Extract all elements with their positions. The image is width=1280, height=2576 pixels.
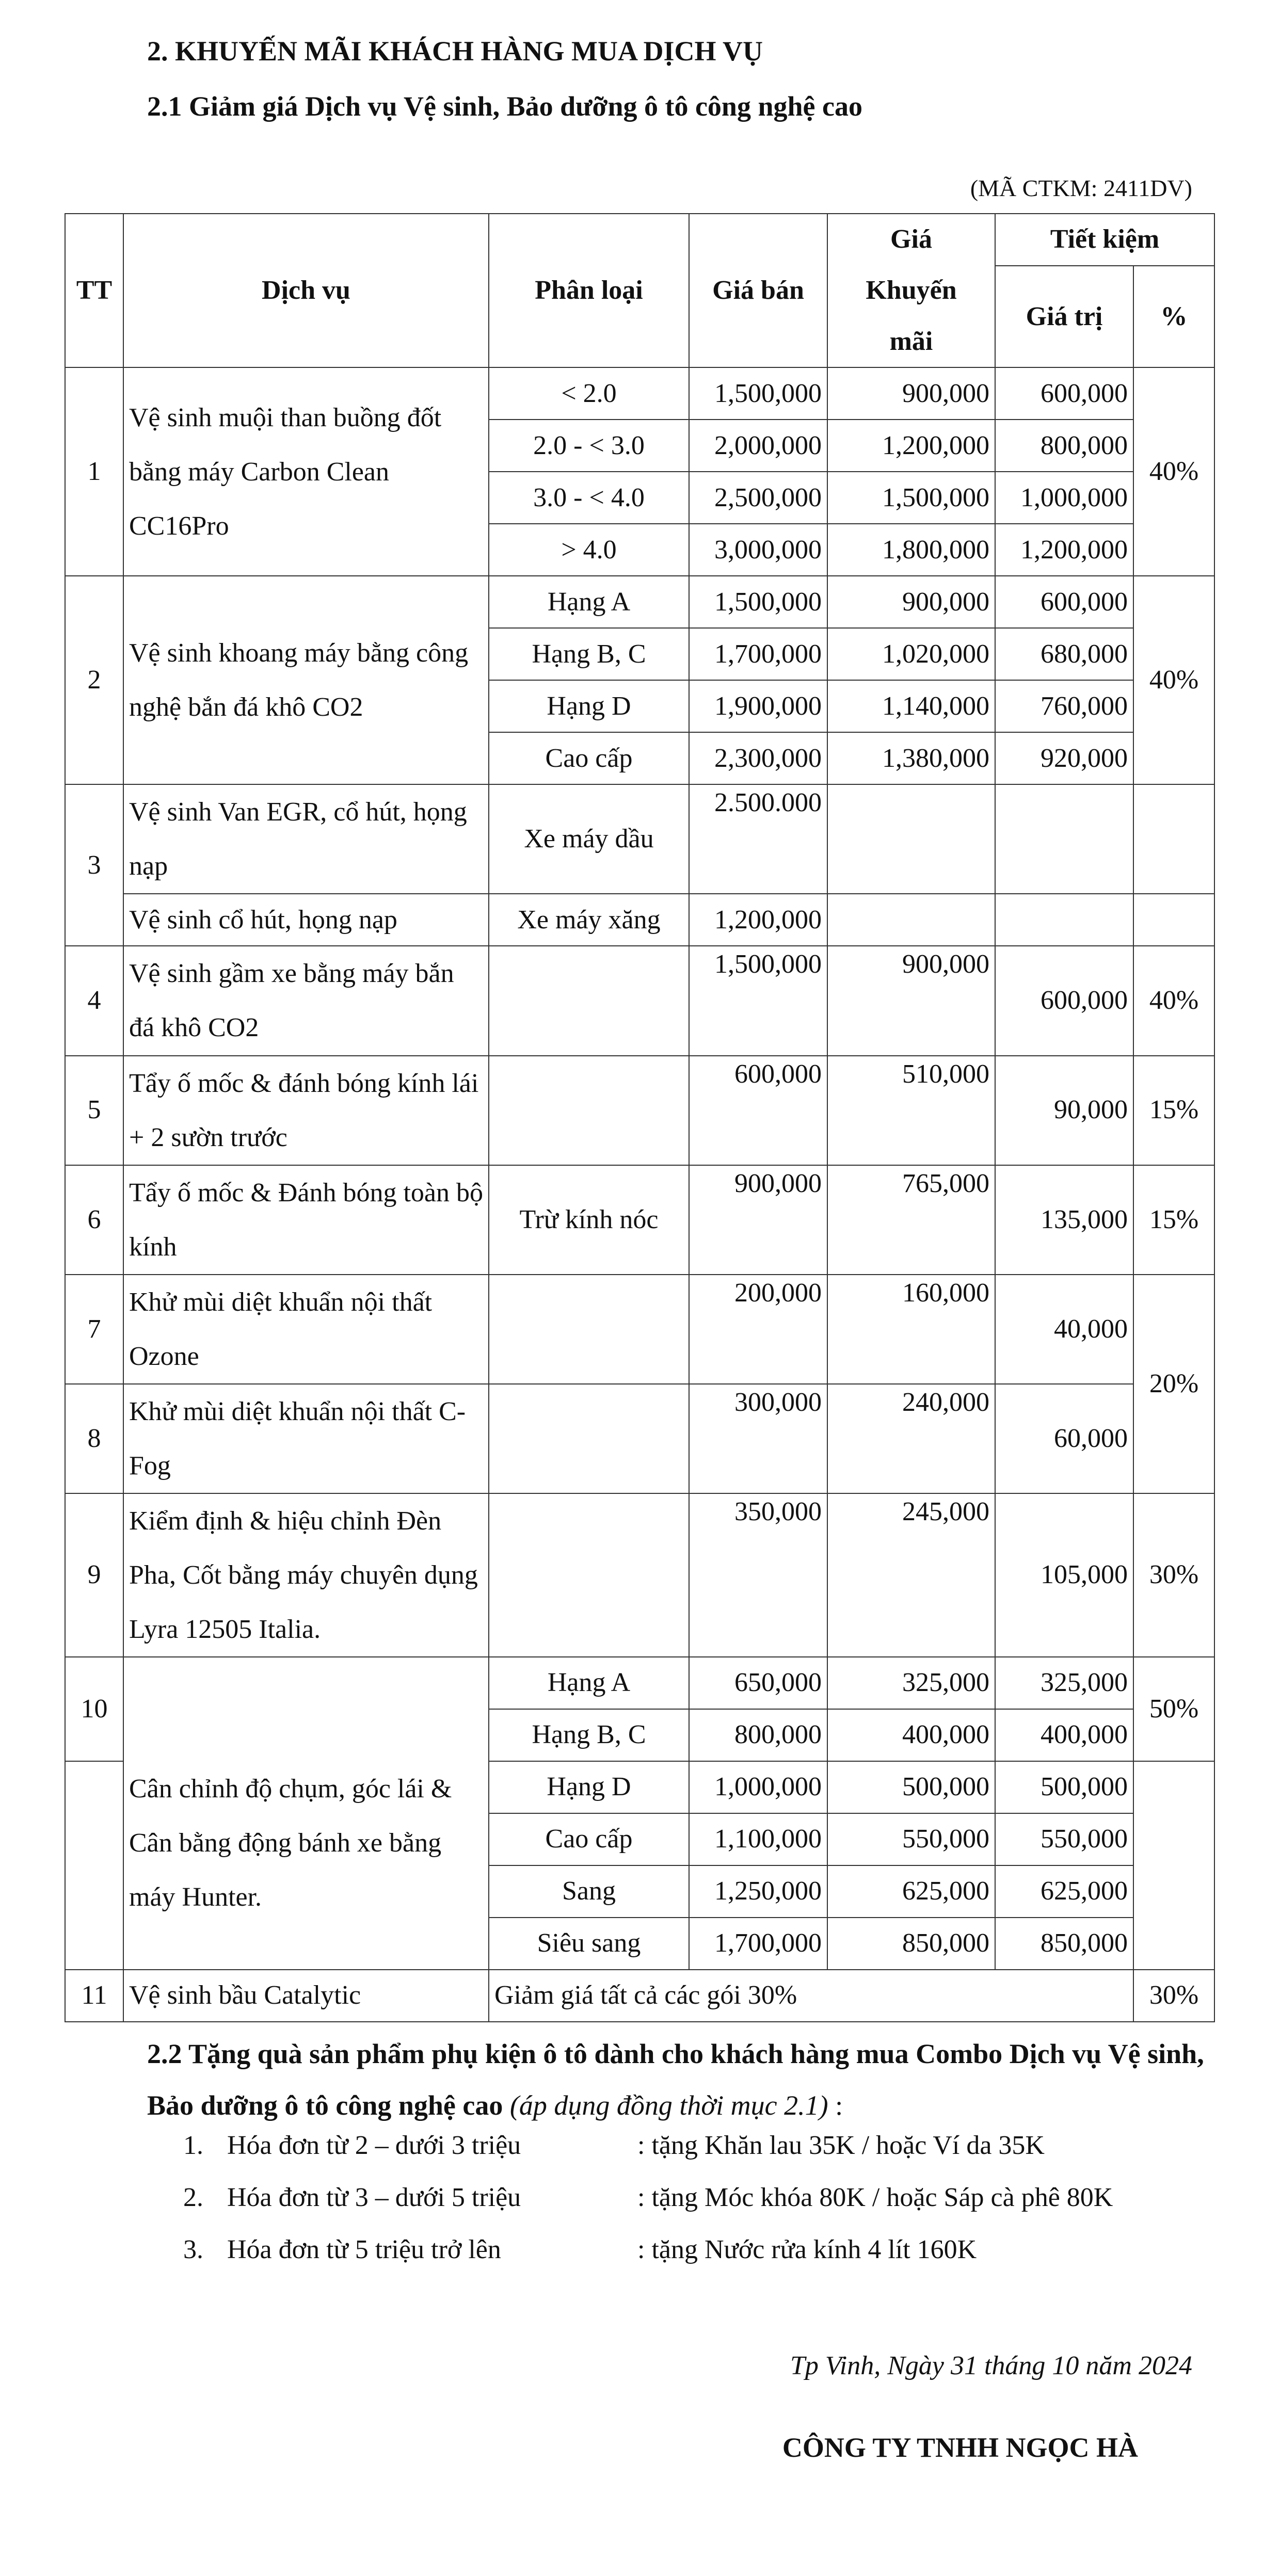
gift-reward: : tặng Móc khóa 80K / hoặc Sáp cà phê 80K (637, 2183, 1113, 2212)
price-cell: 650,000 (689, 1657, 827, 1709)
subsection-heading: 2.1 Giảm giá Dịch vụ Vệ sinh, Bảo dưỡng ô tô công nghệ cao (147, 91, 862, 122)
promo-cell: 1,200,000 (827, 420, 995, 472)
price-cell: 2,300,000 (689, 732, 827, 784)
saving-value-cell: 325,000 (995, 1657, 1133, 1709)
saving-value-cell: 135,000 (995, 1165, 1133, 1275)
saving-percent-cell: 30% (1133, 1970, 1214, 2022)
price-cell: 600,000 (689, 1056, 827, 1165)
price-cell: 1,500,000 (689, 946, 827, 1055)
row-number: 10 (65, 1657, 123, 1761)
type-cell: Cao cấp (489, 1813, 689, 1865)
service-name: Kiểm định & hiệu chỉnh Đèn Pha, Cốt bằng máy chuyên dụng Lyra 12505 Italia. (123, 1493, 489, 1657)
type-cell (489, 946, 689, 1055)
type-cell (489, 1384, 689, 1493)
table-row (65, 1056, 1214, 1165)
type-cell: Hạng A (489, 1657, 689, 1709)
table-row (65, 946, 1214, 1055)
type-cell: Xe máy dầu (489, 784, 689, 894)
gift-reward: : tặng Nước rửa kính 4 lít 160K (637, 2235, 977, 2264)
service-name: Vệ sinh bầu Catalytic (123, 1970, 489, 2022)
saving-value-cell: 760,000 (995, 680, 1133, 732)
type-cell (489, 1493, 689, 1657)
header-tt: TT (65, 214, 123, 367)
saving-value-cell: 625,000 (995, 1865, 1133, 1918)
saving-value-cell: 550,000 (995, 1813, 1133, 1865)
saving-value-cell: 105,000 (995, 1493, 1133, 1657)
service-name-spacer (129, 1657, 483, 1762)
promo-cell: 500,000 (827, 1761, 995, 1813)
type-cell: 2.0 - < 3.0 (489, 420, 689, 472)
type-cell (489, 1275, 689, 1384)
type-cell: Sang (489, 1865, 689, 1918)
type-cell: > 4.0 (489, 524, 689, 576)
promo-code: (MÃ CTKM: 2411DV) (970, 175, 1192, 201)
service-name: Vệ sinh khoang máy bằng công nghệ bắn đá khô CO2 (123, 576, 489, 784)
service-name: Tẩy ố mốc & Đánh bóng toàn bộ kính (123, 1165, 489, 1275)
type-cell: Hạng A (489, 576, 689, 628)
saving-value-cell (995, 784, 1133, 894)
price-cell: 800,000 (689, 1709, 827, 1761)
gift-section-colon: : (828, 2090, 843, 2121)
table-row (65, 784, 1214, 894)
type-cell: Cao cấp (489, 732, 689, 784)
saving-percent-cell: 15% (1133, 1165, 1214, 1275)
saving-percent-cell: 20% (1133, 1275, 1214, 1493)
gift-number: 3. (183, 2235, 203, 2264)
saving-value-cell: 800,000 (995, 420, 1133, 472)
type-cell: Hạng D (489, 1761, 689, 1813)
header-promo-line2: Khuyến (866, 275, 957, 305)
row-number: 8 (65, 1384, 123, 1493)
saving-value-cell (995, 894, 1133, 946)
section-heading: 2. KHUYẾN MÃI KHÁCH HÀNG MUA DỊCH VỤ (147, 36, 763, 67)
promo-cell: 550,000 (827, 1813, 995, 1865)
saving-value-cell: 600,000 (995, 946, 1133, 1055)
promo-cell: 1,020,000 (827, 628, 995, 680)
price-cell: 1,200,000 (689, 894, 827, 946)
list-item (183, 2130, 1215, 2182)
promo-cell (827, 894, 995, 946)
company-name: CÔNG TY TNHH NGỌC HÀ (782, 2432, 1138, 2463)
promo-cell: 1,800,000 (827, 524, 995, 576)
row-number: 1 (65, 367, 123, 576)
price-cell: 2.500.000 (689, 784, 827, 894)
type-cell: Trừ kính nóc (489, 1165, 689, 1275)
promo-cell: 900,000 (827, 946, 995, 1055)
price-cell: 2,500,000 (689, 472, 827, 524)
type-cell: Siêu sang (489, 1918, 689, 1970)
price-cell: 1,700,000 (689, 628, 827, 680)
table-row (65, 1165, 1214, 1275)
list-item (183, 2182, 1215, 2234)
gift-condition: Hóa đơn từ 5 triệu trở lên (227, 2235, 501, 2264)
row-number: 2 (65, 576, 123, 784)
table-row (65, 1275, 1214, 1384)
gift-condition: Hóa đơn từ 3 – dưới 5 triệu (227, 2183, 521, 2212)
saving-percent-cell (1133, 784, 1214, 894)
saving-percent-cell: 40% (1133, 946, 1214, 1055)
row-number: 3 (65, 784, 123, 946)
price-cell: 2,000,000 (689, 420, 827, 472)
gift-section-heading: 2.2 Tặng quà sản phẩm phụ kiện ô tô dành cho khách hàng mua Combo Dịch vụ Vệ sinh, Bảo dưỡng ô tô công nghệ cao (147, 2038, 1204, 2121)
table-row (65, 1970, 1214, 2022)
promo-cell: 625,000 (827, 1865, 995, 1918)
promo-cell: 325,000 (827, 1657, 995, 1709)
saving-value-cell: 680,000 (995, 628, 1133, 680)
saving-value-cell: 500,000 (995, 1761, 1133, 1813)
type-cell: < 2.0 (489, 367, 689, 420)
service-name: Khử mùi diệt khuẩn nội thất C-Fog (123, 1384, 489, 1493)
row-number-empty (65, 1761, 123, 1970)
row-number: 9 (65, 1493, 123, 1657)
price-cell: 300,000 (689, 1384, 827, 1493)
saving-value-cell: 600,000 (995, 576, 1133, 628)
price-cell: 1,100,000 (689, 1813, 827, 1865)
table-row (65, 576, 1214, 628)
price-cell: 1,700,000 (689, 1918, 827, 1970)
saving-value-cell: 40,000 (995, 1275, 1133, 1384)
price-cell: 1,250,000 (689, 1865, 827, 1918)
saving-percent-cell: 50% (1133, 1657, 1214, 1761)
type-cell: 3.0 - < 4.0 (489, 472, 689, 524)
price-cell: 1,500,000 (689, 367, 827, 420)
price-cell: 200,000 (689, 1275, 827, 1384)
row-number: 11 (65, 1970, 123, 2022)
promo-cell: 160,000 (827, 1275, 995, 1384)
price-cell: 1,000,000 (689, 1761, 827, 1813)
saving-percent-cell: 30% (1133, 1493, 1214, 1657)
price-cell: 1,900,000 (689, 680, 827, 732)
service-name-text: Cân chỉnh độ chụm, góc lái & Cân bằng động bánh xe bằng máy Hunter. (129, 1774, 452, 1912)
saving-percent-empty (1133, 1761, 1214, 1970)
header-percent: % (1133, 266, 1214, 368)
type-cell: Hạng B, C (489, 628, 689, 680)
saving-value-cell: 400,000 (995, 1709, 1133, 1761)
service-name: Vệ sinh gầm xe bằng máy bắn đá khô CO2 (123, 946, 489, 1055)
row-number: 6 (65, 1165, 123, 1275)
saving-value-cell: 1,200,000 (995, 524, 1133, 576)
price-cell: 900,000 (689, 1165, 827, 1275)
header-promo (827, 214, 995, 367)
table-row (65, 894, 1214, 946)
price-table (65, 213, 1215, 2022)
header-promo-line1: Giá (890, 224, 932, 254)
header-price: Giá bán (689, 214, 827, 367)
promo-cell (827, 784, 995, 894)
row-number: 7 (65, 1275, 123, 1384)
promo-cell: 1,500,000 (827, 472, 995, 524)
gift-section-title (147, 2028, 1215, 2131)
service-name: Vệ sinh cổ hút, họng nạp (123, 894, 489, 946)
saving-value-cell: 90,000 (995, 1056, 1133, 1165)
gift-list (183, 2130, 1215, 2287)
saving-value-cell: 920,000 (995, 732, 1133, 784)
saving-value-cell: 60,000 (995, 1384, 1133, 1493)
service-name: Tẩy ố mốc & đánh bóng kính lái + 2 sườn trước (123, 1056, 489, 1165)
promo-cell: 510,000 (827, 1056, 995, 1165)
promo-cell: 900,000 (827, 367, 995, 420)
promo-cell: 245,000 (827, 1493, 995, 1657)
promo-cell: 400,000 (827, 1709, 995, 1761)
table-row (65, 1657, 1214, 1709)
saving-value-cell: 850,000 (995, 1918, 1133, 1970)
header-value: Giá trị (995, 266, 1133, 368)
gift-section-note: (áp dụng đồng thời mục 2.1) (509, 2090, 828, 2121)
promo-cell: 900,000 (827, 576, 995, 628)
header-saving: Tiết kiệm (995, 214, 1214, 266)
service-name: Vệ sinh Van EGR, cổ hút, họng nạp (123, 784, 489, 894)
service-name: Vệ sinh muội than buồng đốt bằng máy Carbon Clean CC16Pro (123, 367, 489, 576)
type-cell: Hạng B, C (489, 1709, 689, 1761)
type-cell (489, 1056, 689, 1165)
gift-number: 1. (183, 2131, 203, 2160)
date-line: Tp Vinh, Ngày 31 tháng 10 năm 2024 (790, 2351, 1192, 2380)
promo-cell: 1,140,000 (827, 680, 995, 732)
gift-reward: : tặng Khăn lau 35K / hoặc Ví da 35K (637, 2131, 1045, 2160)
saving-value-cell: 600,000 (995, 367, 1133, 420)
list-item (183, 2234, 1215, 2287)
row-number: 4 (65, 946, 123, 1055)
price-cell: 350,000 (689, 1493, 827, 1657)
row-number: 5 (65, 1056, 123, 1165)
header-promo-line3: mãi (889, 326, 933, 356)
table-row (65, 1384, 1214, 1493)
promo-cell: 850,000 (827, 1918, 995, 1970)
promo-cell: 240,000 (827, 1384, 995, 1493)
gift-condition: Hóa đơn từ 2 – dưới 3 triệu (227, 2131, 521, 2160)
promo-cell: 1,380,000 (827, 732, 995, 784)
saving-percent-cell: 15% (1133, 1056, 1214, 1165)
table-row (65, 367, 1214, 420)
type-cell: Hạng D (489, 680, 689, 732)
price-cell: 1,500,000 (689, 576, 827, 628)
header-service: Dịch vụ (123, 214, 489, 367)
saving-value-cell: 1,000,000 (995, 472, 1133, 524)
saving-percent-cell: 40% (1133, 576, 1214, 784)
discount-note: Giảm giá tất cả các gói 30% (489, 1970, 1133, 2022)
promo-cell: 765,000 (827, 1165, 995, 1275)
saving-percent-cell: 40% (1133, 367, 1214, 576)
service-name: Khử mùi diệt khuẩn nội thất Ozone (123, 1275, 489, 1384)
saving-percent-cell (1133, 894, 1214, 946)
type-cell: Xe máy xăng (489, 894, 689, 946)
service-name (123, 1657, 489, 1970)
table-row (65, 1493, 1214, 1657)
gift-number: 2. (183, 2183, 203, 2212)
price-cell: 3,000,000 (689, 524, 827, 576)
header-type: Phân loại (489, 214, 689, 367)
